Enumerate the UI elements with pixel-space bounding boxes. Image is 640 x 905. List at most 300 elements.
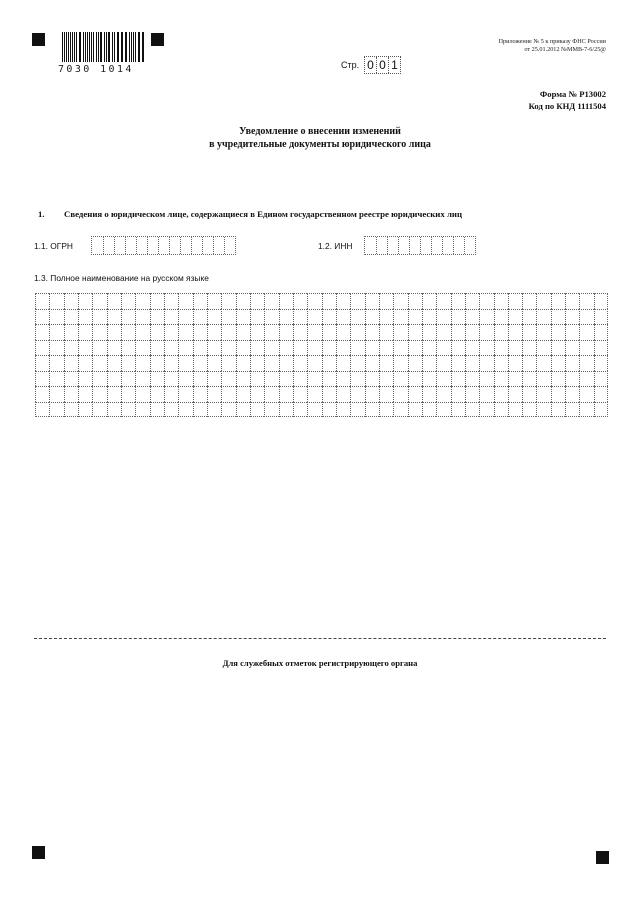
full-name-cell[interactable]	[35, 340, 49, 356]
full-name-cell[interactable]	[236, 293, 250, 309]
full-name-cell[interactable]	[336, 402, 350, 418]
full-name-cell[interactable]	[107, 340, 121, 356]
full-name-cell[interactable]	[379, 402, 393, 418]
full-name-cell[interactable]	[479, 309, 493, 325]
full-name-cell[interactable]	[565, 340, 579, 356]
full-name-cell[interactable]	[121, 402, 135, 418]
full-name-cell[interactable]	[322, 402, 336, 418]
full-name-cell[interactable]	[92, 309, 106, 325]
ogrn-cell[interactable]	[202, 237, 213, 254]
full-name-cell[interactable]	[350, 386, 364, 402]
inn-cell[interactable]	[387, 237, 398, 254]
full-name-cell[interactable]	[221, 293, 235, 309]
full-name-cell[interactable]	[479, 324, 493, 340]
full-name-cell[interactable]	[207, 386, 221, 402]
full-name-cell[interactable]	[264, 371, 278, 387]
full-name-cell[interactable]	[78, 371, 92, 387]
full-name-cell[interactable]	[78, 293, 92, 309]
full-name-cell[interactable]	[49, 402, 63, 418]
full-name-cell[interactable]	[536, 402, 550, 418]
full-name-cell[interactable]	[135, 371, 149, 387]
full-name-cell[interactable]	[393, 371, 407, 387]
full-name-cell[interactable]	[422, 371, 436, 387]
full-name-cell[interactable]	[150, 293, 164, 309]
full-name-cell[interactable]	[135, 309, 149, 325]
full-name-cell[interactable]	[193, 386, 207, 402]
full-name-cell[interactable]	[293, 309, 307, 325]
full-name-cell[interactable]	[164, 340, 178, 356]
full-name-cell[interactable]	[164, 293, 178, 309]
full-name-cell[interactable]	[150, 402, 164, 418]
full-name-cell[interactable]	[207, 309, 221, 325]
full-name-cell[interactable]	[479, 293, 493, 309]
full-name-cell[interactable]	[279, 324, 293, 340]
full-name-cell[interactable]	[49, 340, 63, 356]
full-name-cell[interactable]	[279, 293, 293, 309]
full-name-cell[interactable]	[579, 293, 593, 309]
full-name-cell[interactable]	[49, 355, 63, 371]
full-name-cell[interactable]	[64, 371, 78, 387]
full-name-cell[interactable]	[408, 386, 422, 402]
full-name-cell[interactable]	[579, 324, 593, 340]
full-name-cell[interactable]	[522, 355, 536, 371]
full-name-cell[interactable]	[508, 402, 522, 418]
full-name-cell[interactable]	[436, 371, 450, 387]
full-name-cell[interactable]	[92, 402, 106, 418]
full-name-cell[interactable]	[322, 355, 336, 371]
full-name-cell[interactable]	[365, 293, 379, 309]
full-name-cell[interactable]	[494, 340, 508, 356]
full-name-cell[interactable]	[307, 309, 321, 325]
full-name-cell[interactable]	[207, 402, 221, 418]
full-name-cell[interactable]	[35, 386, 49, 402]
full-name-cell[interactable]	[522, 293, 536, 309]
full-name-cell[interactable]	[465, 293, 479, 309]
full-name-cell[interactable]	[594, 402, 608, 418]
full-name-cell[interactable]	[579, 386, 593, 402]
full-name-cell[interactable]	[565, 386, 579, 402]
full-name-cell[interactable]	[92, 371, 106, 387]
full-name-cell[interactable]	[522, 324, 536, 340]
full-name-cell[interactable]	[307, 402, 321, 418]
full-name-cell[interactable]	[536, 371, 550, 387]
full-name-cell[interactable]	[279, 386, 293, 402]
full-name-cell[interactable]	[293, 402, 307, 418]
full-name-cell[interactable]	[135, 324, 149, 340]
full-name-cell[interactable]	[522, 402, 536, 418]
full-name-cell[interactable]	[436, 324, 450, 340]
full-name-cell[interactable]	[64, 402, 78, 418]
full-name-cell[interactable]	[35, 309, 49, 325]
full-name-cell[interactable]	[422, 355, 436, 371]
full-name-cell[interactable]	[379, 293, 393, 309]
full-name-cell[interactable]	[322, 293, 336, 309]
full-name-cell[interactable]	[35, 402, 49, 418]
ogrn-input[interactable]	[91, 236, 236, 255]
full-name-cell[interactable]	[207, 324, 221, 340]
full-name-cell[interactable]	[135, 340, 149, 356]
full-name-cell[interactable]	[365, 340, 379, 356]
full-name-cell[interactable]	[64, 355, 78, 371]
full-name-cell[interactable]	[350, 293, 364, 309]
full-name-cell[interactable]	[207, 340, 221, 356]
full-name-cell[interactable]	[494, 371, 508, 387]
full-name-cell[interactable]	[336, 355, 350, 371]
full-name-cell[interactable]	[164, 324, 178, 340]
full-name-cell[interactable]	[307, 386, 321, 402]
full-name-cell[interactable]	[121, 293, 135, 309]
full-name-cell[interactable]	[121, 309, 135, 325]
full-name-cell[interactable]	[436, 340, 450, 356]
ogrn-cell[interactable]	[158, 237, 169, 254]
full-name-cell[interactable]	[264, 293, 278, 309]
full-name-cell[interactable]	[178, 386, 192, 402]
full-name-cell[interactable]	[279, 371, 293, 387]
full-name-cell[interactable]	[135, 355, 149, 371]
full-name-cell[interactable]	[178, 340, 192, 356]
full-name-cell[interactable]	[436, 293, 450, 309]
full-name-cell[interactable]	[121, 355, 135, 371]
full-name-cell[interactable]	[193, 371, 207, 387]
full-name-cell[interactable]	[565, 371, 579, 387]
full-name-cell[interactable]	[250, 324, 264, 340]
full-name-cell[interactable]	[207, 355, 221, 371]
full-name-cell[interactable]	[35, 371, 49, 387]
full-name-cell[interactable]	[49, 386, 63, 402]
full-name-cell[interactable]	[479, 402, 493, 418]
full-name-cell[interactable]	[322, 340, 336, 356]
inn-cell[interactable]	[420, 237, 431, 254]
full-name-cell[interactable]	[250, 309, 264, 325]
inn-cell[interactable]	[376, 237, 387, 254]
full-name-cell[interactable]	[551, 402, 565, 418]
full-name-cell[interactable]	[193, 324, 207, 340]
inn-cell[interactable]	[365, 237, 376, 254]
full-name-cell[interactable]	[236, 386, 250, 402]
full-name-cell[interactable]	[78, 355, 92, 371]
full-name-cell[interactable]	[451, 371, 465, 387]
full-name-cell[interactable]	[150, 340, 164, 356]
full-name-cell[interactable]	[565, 324, 579, 340]
full-name-cell[interactable]	[536, 324, 550, 340]
full-name-cell[interactable]	[236, 309, 250, 325]
full-name-cell[interactable]	[135, 293, 149, 309]
full-name-cell[interactable]	[494, 309, 508, 325]
ogrn-cell[interactable]	[169, 237, 180, 254]
full-name-cell[interactable]	[107, 371, 121, 387]
full-name-cell[interactable]	[178, 355, 192, 371]
full-name-cell[interactable]	[350, 340, 364, 356]
full-name-cell[interactable]	[221, 402, 235, 418]
full-name-cell[interactable]	[164, 371, 178, 387]
full-name-cell[interactable]	[422, 324, 436, 340]
full-name-cell[interactable]	[379, 355, 393, 371]
full-name-cell[interactable]	[135, 402, 149, 418]
full-name-cell[interactable]	[408, 324, 422, 340]
full-name-cell[interactable]	[92, 386, 106, 402]
full-name-cell[interactable]	[150, 324, 164, 340]
full-name-cell[interactable]	[393, 309, 407, 325]
full-name-cell[interactable]	[293, 340, 307, 356]
full-name-cell[interactable]	[250, 293, 264, 309]
full-name-cell[interactable]	[264, 355, 278, 371]
full-name-cell[interactable]	[594, 340, 608, 356]
full-name-cell[interactable]	[408, 293, 422, 309]
full-name-cell[interactable]	[35, 355, 49, 371]
full-name-cell[interactable]	[49, 324, 63, 340]
full-name-cell[interactable]	[264, 340, 278, 356]
full-name-cell[interactable]	[350, 402, 364, 418]
full-name-cell[interactable]	[379, 371, 393, 387]
full-name-cell[interactable]	[279, 309, 293, 325]
full-name-cell[interactable]	[221, 371, 235, 387]
full-name-cell[interactable]	[150, 309, 164, 325]
full-name-cell[interactable]	[35, 293, 49, 309]
full-name-cell[interactable]	[121, 324, 135, 340]
full-name-cell[interactable]	[221, 386, 235, 402]
full-name-cell[interactable]	[64, 324, 78, 340]
full-name-cell[interactable]	[150, 371, 164, 387]
full-name-cell[interactable]	[465, 371, 479, 387]
full-name-cell[interactable]	[293, 371, 307, 387]
full-name-cell[interactable]	[522, 386, 536, 402]
full-name-cell[interactable]	[49, 293, 63, 309]
full-name-cell[interactable]	[393, 402, 407, 418]
full-name-cell[interactable]	[350, 324, 364, 340]
full-name-cell[interactable]	[64, 340, 78, 356]
full-name-cell[interactable]	[579, 355, 593, 371]
full-name-cell[interactable]	[393, 386, 407, 402]
full-name-cell[interactable]	[250, 340, 264, 356]
full-name-cell[interactable]	[121, 371, 135, 387]
full-name-cell[interactable]	[465, 386, 479, 402]
ogrn-cell[interactable]	[92, 237, 103, 254]
full-name-cell[interactable]	[322, 309, 336, 325]
full-name-cell[interactable]	[393, 355, 407, 371]
full-name-cell[interactable]	[551, 324, 565, 340]
full-name-cell[interactable]	[408, 309, 422, 325]
full-name-cell[interactable]	[565, 293, 579, 309]
full-name-cell[interactable]	[164, 309, 178, 325]
full-name-cell[interactable]	[78, 309, 92, 325]
full-name-cell[interactable]	[250, 402, 264, 418]
ogrn-cell[interactable]	[114, 237, 125, 254]
full-name-cell[interactable]	[594, 386, 608, 402]
full-name-cell[interactable]	[379, 309, 393, 325]
full-name-cell[interactable]	[422, 402, 436, 418]
full-name-cell[interactable]	[92, 355, 106, 371]
full-name-cell[interactable]	[508, 324, 522, 340]
full-name-cell[interactable]	[494, 402, 508, 418]
full-name-cell[interactable]	[350, 371, 364, 387]
full-name-cell[interactable]	[479, 386, 493, 402]
full-name-cell[interactable]	[594, 324, 608, 340]
inn-cell[interactable]	[409, 237, 420, 254]
full-name-cell[interactable]	[279, 355, 293, 371]
full-name-cell[interactable]	[264, 324, 278, 340]
full-name-cell[interactable]	[436, 355, 450, 371]
full-name-cell[interactable]	[178, 402, 192, 418]
full-name-cell[interactable]	[236, 324, 250, 340]
full-name-cell[interactable]	[422, 340, 436, 356]
full-name-cell[interactable]	[494, 324, 508, 340]
full-name-cell[interactable]	[422, 386, 436, 402]
full-name-cell[interactable]	[479, 371, 493, 387]
full-name-cell[interactable]	[508, 386, 522, 402]
full-name-cell[interactable]	[307, 293, 321, 309]
full-name-cell[interactable]	[121, 340, 135, 356]
full-name-cell[interactable]	[422, 309, 436, 325]
full-name-cell[interactable]	[551, 386, 565, 402]
full-name-cell[interactable]	[307, 355, 321, 371]
full-name-cell[interactable]	[322, 386, 336, 402]
full-name-cell[interactable]	[107, 324, 121, 340]
full-name-cell[interactable]	[494, 386, 508, 402]
full-name-cell[interactable]	[508, 293, 522, 309]
full-name-cell[interactable]	[551, 309, 565, 325]
full-name-cell[interactable]	[92, 340, 106, 356]
full-name-cell[interactable]	[551, 293, 565, 309]
full-name-cell[interactable]	[336, 340, 350, 356]
full-name-cell[interactable]	[164, 402, 178, 418]
full-name-cell[interactable]	[465, 355, 479, 371]
full-name-cell[interactable]	[78, 340, 92, 356]
full-name-cell[interactable]	[293, 324, 307, 340]
full-name-cell[interactable]	[336, 293, 350, 309]
full-name-cell[interactable]	[221, 324, 235, 340]
full-name-cell[interactable]	[579, 371, 593, 387]
full-name-cell[interactable]	[336, 386, 350, 402]
ogrn-cell[interactable]	[125, 237, 136, 254]
full-name-cell[interactable]	[479, 340, 493, 356]
full-name-cell[interactable]	[436, 386, 450, 402]
full-name-cell[interactable]	[365, 324, 379, 340]
full-name-cell[interactable]	[508, 340, 522, 356]
full-name-cell[interactable]	[35, 324, 49, 340]
full-name-cell[interactable]	[379, 340, 393, 356]
full-name-cell[interactable]	[49, 371, 63, 387]
full-name-cell[interactable]	[164, 386, 178, 402]
full-name-cell[interactable]	[551, 371, 565, 387]
full-name-cell[interactable]	[365, 386, 379, 402]
full-name-cell[interactable]	[451, 402, 465, 418]
full-name-cell[interactable]	[178, 309, 192, 325]
full-name-cell[interactable]	[579, 402, 593, 418]
full-name-cell[interactable]	[379, 386, 393, 402]
full-name-cell[interactable]	[236, 355, 250, 371]
full-name-cell[interactable]	[594, 371, 608, 387]
inn-cell[interactable]	[464, 237, 475, 254]
full-name-cell[interactable]	[64, 386, 78, 402]
full-name-cell[interactable]	[350, 309, 364, 325]
full-name-cell[interactable]	[522, 340, 536, 356]
full-name-cell[interactable]	[236, 340, 250, 356]
full-name-cell[interactable]	[307, 371, 321, 387]
ogrn-cell[interactable]	[180, 237, 191, 254]
full-name-cell[interactable]	[107, 355, 121, 371]
full-name-cell[interactable]	[536, 386, 550, 402]
full-name-cell[interactable]	[207, 293, 221, 309]
full-name-cell[interactable]	[92, 324, 106, 340]
full-name-cell[interactable]	[178, 371, 192, 387]
full-name-cell[interactable]	[107, 402, 121, 418]
full-name-cell[interactable]	[422, 293, 436, 309]
full-name-cell[interactable]	[78, 324, 92, 340]
full-name-cell[interactable]	[193, 355, 207, 371]
full-name-cell[interactable]	[336, 371, 350, 387]
full-name-cell[interactable]	[307, 340, 321, 356]
full-name-cell[interactable]	[107, 309, 121, 325]
full-name-cell[interactable]	[451, 324, 465, 340]
full-name-cell[interactable]	[565, 402, 579, 418]
full-name-cell[interactable]	[193, 402, 207, 418]
full-name-cell[interactable]	[565, 309, 579, 325]
full-name-cell[interactable]	[551, 340, 565, 356]
full-name-cell[interactable]	[465, 324, 479, 340]
full-name-cell[interactable]	[508, 371, 522, 387]
full-name-cell[interactable]	[594, 355, 608, 371]
full-name-cell[interactable]	[221, 309, 235, 325]
full-name-cell[interactable]	[551, 355, 565, 371]
full-name-cell[interactable]	[365, 371, 379, 387]
full-name-cell[interactable]	[49, 309, 63, 325]
full-name-cell[interactable]	[178, 293, 192, 309]
full-name-cell[interactable]	[64, 293, 78, 309]
full-name-cell[interactable]	[78, 402, 92, 418]
full-name-cell[interactable]	[436, 309, 450, 325]
full-name-cell[interactable]	[64, 309, 78, 325]
full-name-cell[interactable]	[393, 293, 407, 309]
ogrn-cell[interactable]	[191, 237, 202, 254]
full-name-cell[interactable]	[264, 386, 278, 402]
full-name-cell[interactable]	[508, 355, 522, 371]
full-name-cell[interactable]	[293, 293, 307, 309]
full-name-cell[interactable]	[250, 355, 264, 371]
ogrn-cell[interactable]	[224, 237, 235, 254]
inn-cell[interactable]	[398, 237, 409, 254]
full-name-cell[interactable]	[193, 293, 207, 309]
full-name-cell[interactable]	[536, 340, 550, 356]
full-name-cell[interactable]	[393, 324, 407, 340]
full-name-cell[interactable]	[436, 402, 450, 418]
full-name-cell[interactable]	[135, 386, 149, 402]
full-name-cell[interactable]	[150, 386, 164, 402]
ogrn-cell[interactable]	[136, 237, 147, 254]
full-name-input-grid[interactable]	[35, 293, 608, 417]
full-name-cell[interactable]	[451, 293, 465, 309]
full-name-cell[interactable]	[293, 355, 307, 371]
full-name-cell[interactable]	[451, 309, 465, 325]
full-name-cell[interactable]	[408, 340, 422, 356]
full-name-cell[interactable]	[594, 293, 608, 309]
full-name-cell[interactable]	[579, 309, 593, 325]
full-name-cell[interactable]	[293, 386, 307, 402]
full-name-cell[interactable]	[150, 355, 164, 371]
inn-cell[interactable]	[431, 237, 442, 254]
full-name-cell[interactable]	[594, 309, 608, 325]
inn-input[interactable]	[364, 236, 476, 255]
full-name-cell[interactable]	[307, 324, 321, 340]
full-name-cell[interactable]	[221, 355, 235, 371]
full-name-cell[interactable]	[465, 402, 479, 418]
full-name-cell[interactable]	[536, 293, 550, 309]
full-name-cell[interactable]	[336, 309, 350, 325]
full-name-cell[interactable]	[365, 309, 379, 325]
full-name-cell[interactable]	[465, 309, 479, 325]
full-name-cell[interactable]	[365, 402, 379, 418]
full-name-cell[interactable]	[236, 371, 250, 387]
full-name-cell[interactable]	[207, 371, 221, 387]
